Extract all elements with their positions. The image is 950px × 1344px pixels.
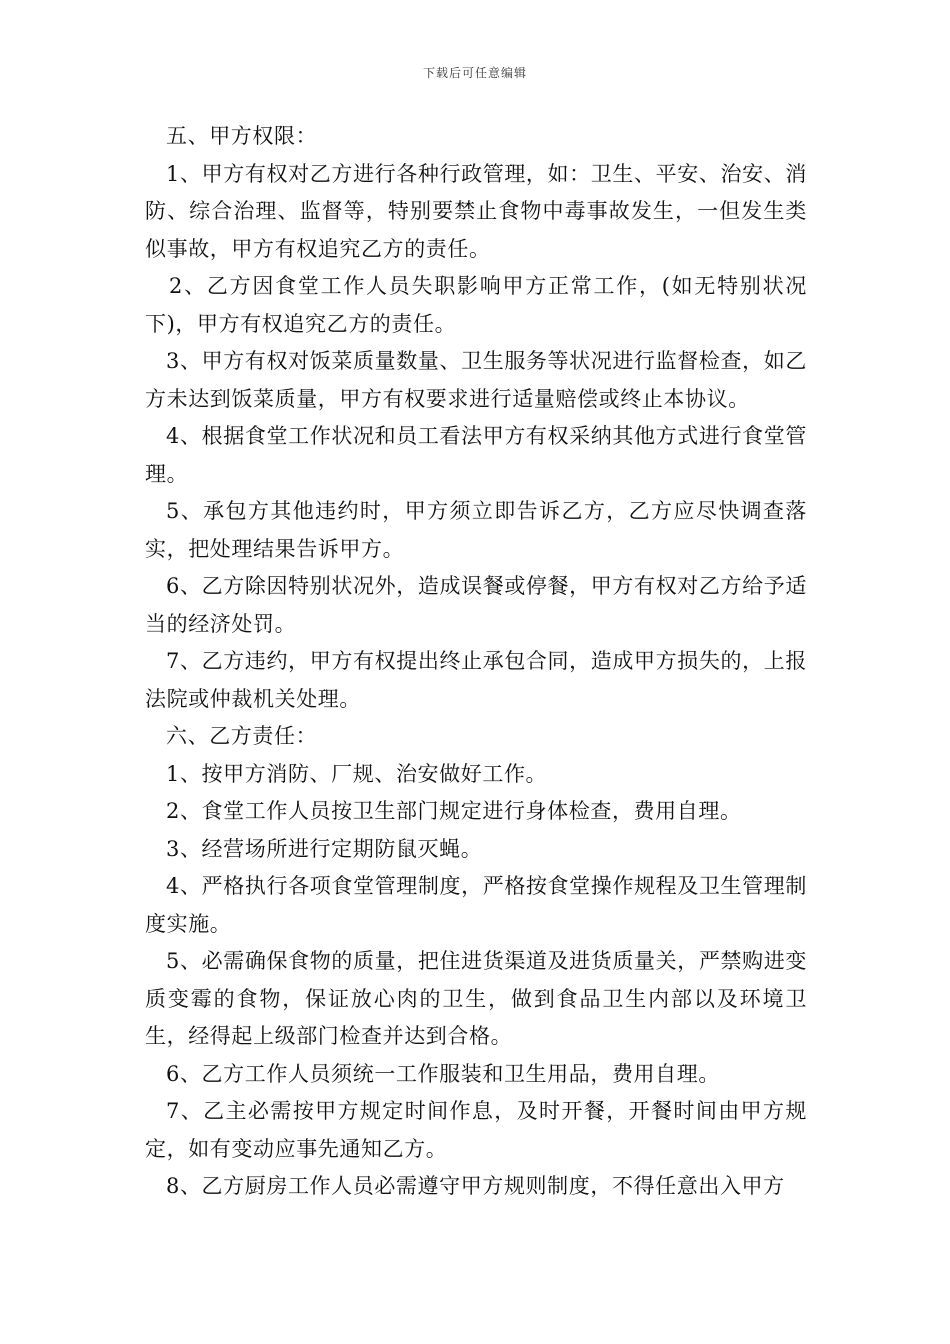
- clause-a-3: 3、甲方有权对饭菜质量数量、卫生服务等状况进行监督检查，如乙方未达到饭菜质量，甲方有权要求进行适量赔偿或终止本协议。: [145, 349, 807, 411]
- section-heading-party-b-duties: 六、乙方责任：: [166, 724, 318, 748]
- clause-a-7: 7、乙方违约，甲方有权提出终止承包合同，造成甲方损失的，上报法院或仲裁机关处理。: [145, 649, 807, 711]
- clause-a-4: 4、根据食堂工作状况和员工看法甲方有权采纳其他方式进行食堂管理。: [145, 424, 807, 486]
- document-body: [145, 118, 807, 1206]
- clause-a-1: 1、甲方有权对乙方进行各种行政管理，如：卫生、平安、治安、消防、综合治理、监督等，特别要禁止食物中毒事故发生，一但发生类似事故，甲方有权追究乙方的责任。: [145, 161, 807, 261]
- clause-b-8: 8、乙方厨房工作人员必需遵守甲方规则制度，不得任意出入甲方: [166, 1174, 785, 1198]
- clause-b-4: 4、严格执行各项食堂管理制度，严格按食堂操作规程及卫生管理制度实施。: [145, 874, 807, 936]
- clause-b-3: 3、经营场所进行定期防鼠灭蝇。: [166, 836, 483, 861]
- page-header: 下载后可任意编辑: [422, 66, 527, 80]
- clause-b-7: 7、乙主必需按甲方规定时间作息，及时开餐，开餐时间由甲方规定，如有变动应事先通知乙方。: [145, 1099, 807, 1161]
- section-heading-party-a-rights: 五、甲方权限：: [166, 124, 318, 148]
- clause-b-2: 2、食堂工作人员按卫生部门规定进行身体检查，费用自理。: [166, 799, 742, 823]
- clause-a-6: 6、乙方除因特别状况外，造成误餐或停餐，甲方有权对乙方给予适当的经济处罚。: [145, 574, 807, 636]
- clause-b-6: 6、乙方工作人员须统一工作服装和卫生用品，费用自理。: [166, 1061, 720, 1086]
- clause-b-1: 1、按甲方消防、厂规、治安做好工作。: [166, 761, 548, 786]
- clause-a-2: 2、乙方因食堂工作人员失职影响甲方正常工作，(如无特别状况下)，甲方有权追究乙方的责任。: [145, 274, 807, 336]
- clause-b-5: 5、必需确保食物的质量，把住进货渠道及进货质量关，严禁购进变质变霉的食物，保证放心肉的卫生，做到食品卫生内部以及环境卫生，经得起上级部门检查并达到合格。: [145, 949, 807, 1048]
- clause-a-5: 5、承包方其他违约时，甲方须立即告诉乙方，乙方应尽快调查落实，把处理结果告诉甲方。: [145, 499, 807, 561]
